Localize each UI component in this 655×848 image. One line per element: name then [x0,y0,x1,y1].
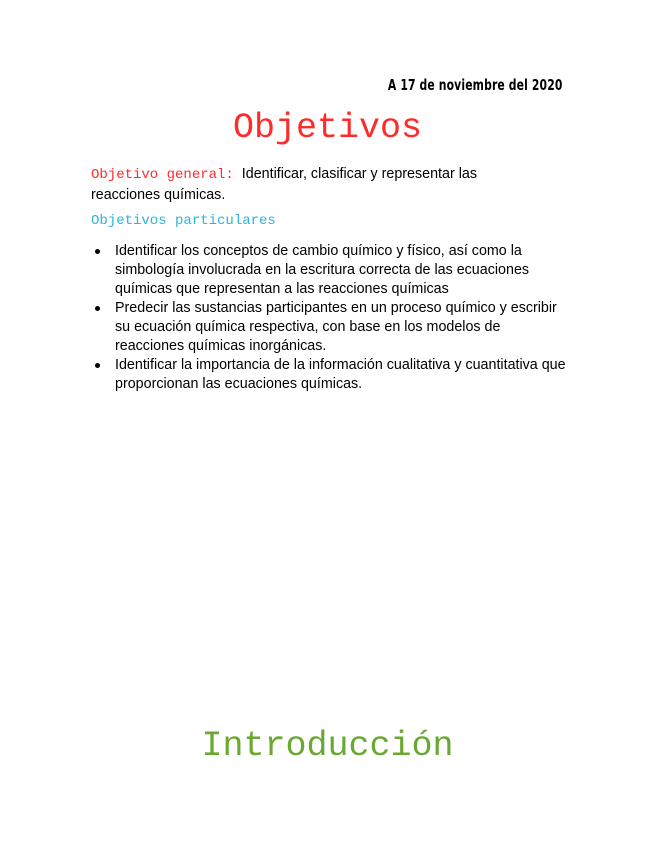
general-objective-text: Identificar, clasificar y representar las reacciones químicas. [91,166,477,203]
bullet-icon [95,306,100,311]
list-item-text: Identificar la importancia de la información cualitativa y cuantitativa que proporcionan las ecuaciones químicas. [115,357,566,392]
particular-objectives-list [91,242,571,394]
particular-objectives-heading: Objetivos particulares [91,213,276,229]
general-objective-label: Objetivo general: [91,167,234,183]
bullet-icon [95,249,100,254]
list-item [91,356,571,394]
list-item [91,242,571,299]
page-title: Objetivos [232,108,423,148]
date-line: A 17 de noviembre del 2020 [388,76,563,94]
list-item-text: Identificar los conceptos de cambio químico y físico, así como la simbología involucrada en la escritura correcta de las ecuaciones químicas que representan a las reacciones químicas [115,243,530,297]
introduction-heading: Introducción [201,726,454,766]
general-objective [91,164,541,205]
list-item [91,299,571,356]
bullet-icon [95,363,100,368]
list-item-text: Predecir las sustancias participantes en un proceso químico y escribir su ecuación química respectiva, con base en los modelos de reacciones químicas inorgánicas. [115,300,557,354]
